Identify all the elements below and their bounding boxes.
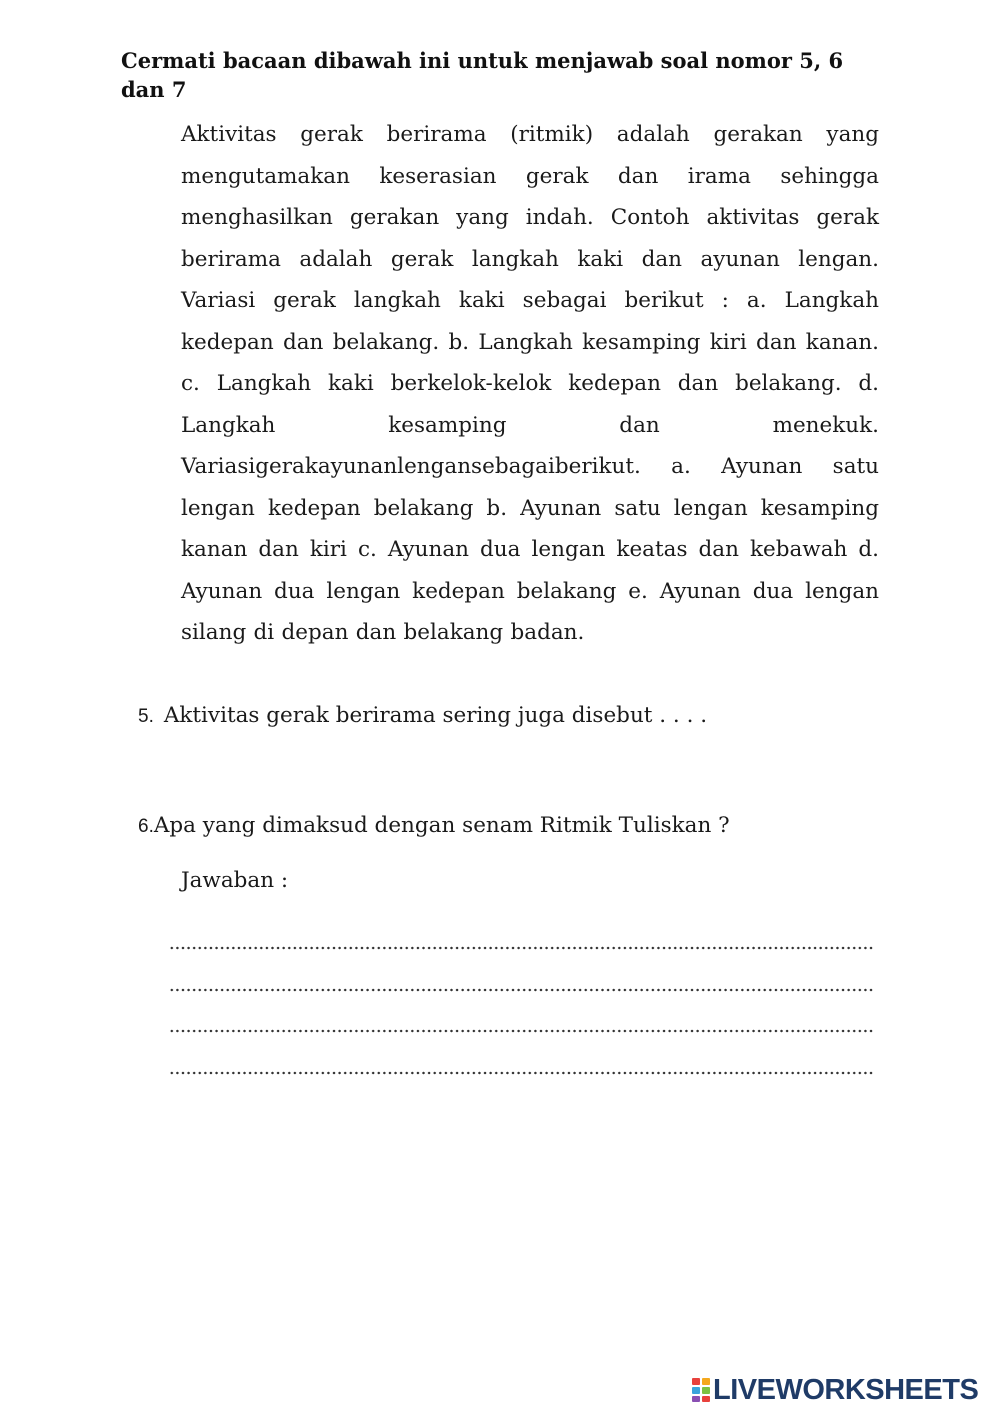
question-5-number: 5. bbox=[138, 706, 154, 727]
answer-line[interactable] bbox=[169, 1055, 873, 1097]
question-6-text: Apa yang dimaksud dengan senam Ritmik Tuliskan ? bbox=[153, 813, 730, 838]
liveworksheets-logo-icon bbox=[692, 1378, 711, 1402]
answer-line[interactable] bbox=[169, 972, 873, 1014]
answer-line[interactable] bbox=[169, 930, 873, 972]
liveworksheets-logo bbox=[692, 1376, 978, 1404]
reading-passage: Aktivitas gerak berirama (ritmik) adalah gerakan yang mengutamakan keserasian gerak dan irama sehingga menghasilkan gerakan yang indah. Contoh aktivitas gerak berirama adalah gerak langkah kaki dan ayunan lengan. Variasi gerak langkah kaki sebagai berikut : a. Langkah kedepan dan belakang. b. Langkah kesamping kiri dan kanan. c. Langkah kaki berkelok-kelok kedepan dan belakang. d. Langkah kesamping dan menekuk. Variasigerakayunanlengansebagaiberikut. a. Ayunan satu lengan kedepan belakang b. Ayunan satu lengan kesamping kanan dan kiri c. Ayunan dua lengan keatas dan kebawah d. Ayunan dua lengan kedepan belakang e. Ayunan dua lengan silang di depan dan belakang badan. bbox=[181, 122, 879, 645]
question-6 bbox=[138, 811, 730, 842]
answer-label: Jawaban : bbox=[181, 868, 289, 893]
instruction-heading: Cermati bacaan dibawah ini untuk menjawab soal nomor 5, 6 dan 7 bbox=[121, 48, 844, 102]
liveworksheets-logo-text: LIVEWORKSHEETS bbox=[713, 1374, 979, 1406]
question-5-text: Aktivitas gerak berirama sering juga disebut . . . . bbox=[163, 703, 708, 728]
answer-area[interactable] bbox=[169, 930, 875, 1096]
question-6-number: 6. bbox=[138, 816, 154, 837]
answer-line[interactable] bbox=[169, 1013, 873, 1055]
question-5 bbox=[138, 701, 707, 732]
